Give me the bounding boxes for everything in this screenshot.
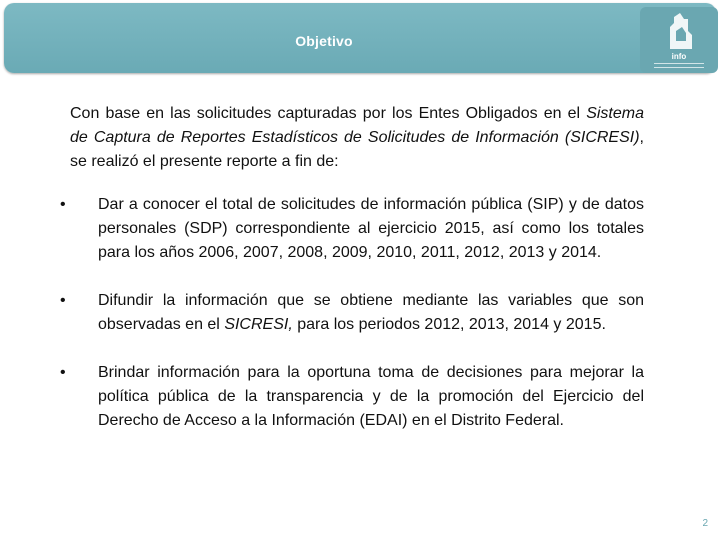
bullet-text-end: para los periodos 2012, 2013, 2014 y 2015. [292,316,606,333]
slide-title: Objetivo [295,33,353,49]
list-item [70,289,644,337]
logo-text: info [671,52,687,61]
intro-text-start: Con base en las solicitudes capturadas por los Entes Obligados en el [70,105,587,122]
intro-paragraph [70,102,644,174]
list-item [70,361,644,433]
bullet-text: Dar a conocer el total de solicitudes de información pública (SIP) y de datos personales (SDP) correspondiente al ejercicio 2015, así como los totales para los años 2006, 2007, 2008, 2009, 2010, 2011, 2012, 2013 y 2014. [98,196,644,261]
bullet-text: Brindar información para la oportuna toma de decisiones para mejorar la política pública de la transparencia y de la promoción del Ejercicio del Derecho de Acceso a la Información (EDAI) en el Distrito Federal. [98,364,644,429]
objectives-list [70,193,644,433]
slide-content [70,102,644,433]
intro-italic-system-name: Sistema de Captura de Reportes Estadísticos de Solicitudes de Información (SICRESI) [70,105,644,146]
page-number: 2 [702,518,708,529]
list-item [70,193,644,265]
logo-tagline-decoration [654,63,704,68]
bullet-italic-sicresi: SICRESI, [224,316,293,333]
header-bar [4,3,716,73]
bullet-text-start: Difundir la información que se obtiene mediante las variables que son observadas en el [98,292,644,333]
intro-text-end: , se realizó el presente reporte a fin de: [70,129,644,170]
infodf-logo [640,7,718,73]
infodf-logo-icon [664,11,694,51]
